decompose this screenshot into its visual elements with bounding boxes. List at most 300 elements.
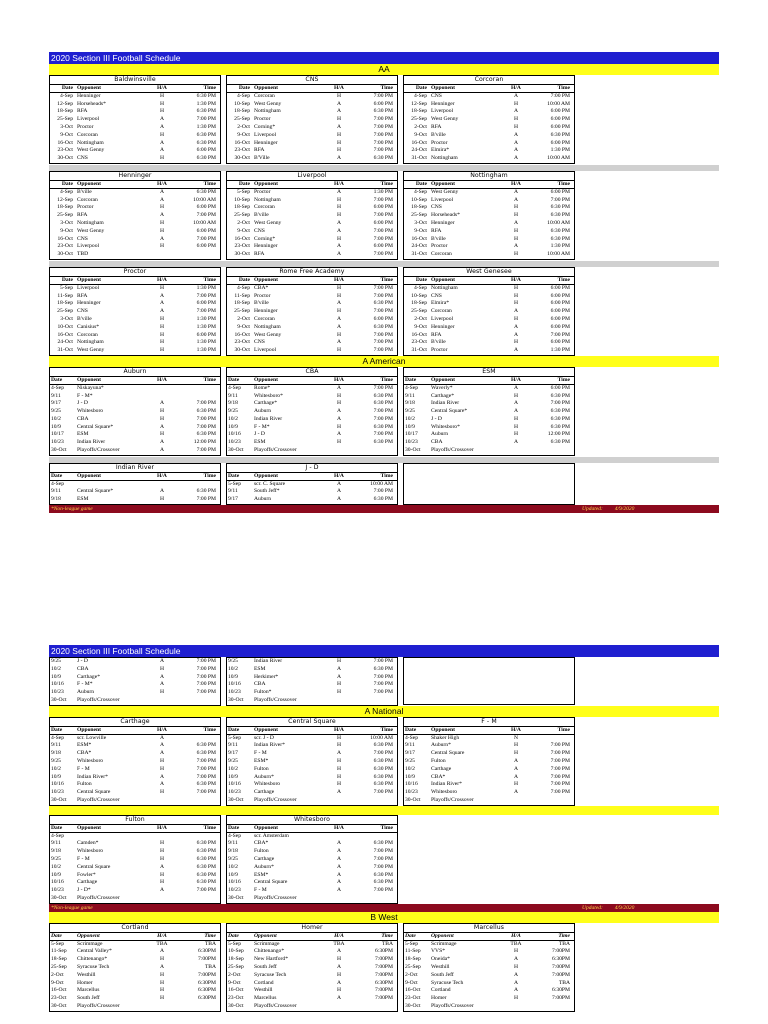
game-date: 10/2 [51, 665, 61, 672]
game-date: 18-Sep [57, 300, 73, 307]
game-date: 10/2 [405, 415, 415, 422]
game-home-away: A [513, 765, 519, 772]
col-date-header: Date [61, 276, 73, 283]
game-row [404, 972, 574, 980]
game-time: 7:00 PM [196, 658, 216, 664]
game-row [404, 424, 574, 432]
game-date: 10/9 [228, 871, 238, 878]
game-time: 6:00 PM [550, 139, 570, 146]
game-time: 7:00 PM [196, 423, 216, 430]
game-opponent: Central Square [431, 750, 465, 757]
game-opponent: scr. C. Square [254, 480, 286, 487]
game-time: 7:00PM [374, 995, 393, 1002]
game-date: 10/2 [228, 665, 238, 672]
game-home-away: H [159, 496, 165, 503]
game-row [50, 300, 220, 308]
game-date: 23-Oct [51, 995, 67, 1002]
game-row [227, 220, 397, 228]
game-row [227, 431, 397, 439]
team-name: Rome Free Academy [227, 268, 397, 277]
game-date: 10/23 [405, 439, 418, 446]
game-opponent: Liverpool [254, 347, 277, 354]
game-row [227, 140, 397, 148]
game-time [529, 447, 573, 455]
game-date: 9/18 [51, 750, 61, 757]
game-date: 10/2 [405, 765, 415, 772]
game-date: 10/16 [228, 681, 241, 688]
game-row [227, 132, 397, 140]
game-time: 6:00 PM [550, 284, 570, 291]
game-date: 30-Oct [234, 155, 250, 162]
game-time: 7:00 PM [373, 331, 393, 338]
col-ha-header: H/A [157, 180, 167, 187]
game-row [404, 324, 574, 332]
game-row [50, 742, 220, 750]
game-row [50, 424, 220, 432]
game-time: 6:00 PM [550, 315, 570, 322]
game-date: 10/17 [51, 431, 64, 438]
game-date: 2-Oct [228, 971, 241, 978]
game-time [175, 697, 219, 705]
game-opponent: ESM* [254, 871, 269, 878]
game-row [227, 689, 397, 697]
col-date-header: Date [238, 180, 250, 187]
game-time: 7:00 PM [373, 123, 393, 130]
game-date: 25-Sep [57, 116, 73, 123]
game-opponent: ESM* [254, 757, 269, 764]
game-home-away: A [513, 331, 519, 338]
division-banner: B West [49, 912, 719, 923]
game-home-away: H [336, 147, 342, 154]
game-time: 7:00 PM [373, 863, 393, 870]
team-name: Central Square [227, 718, 397, 727]
game-home-away: A [513, 308, 519, 315]
col-date-header: Date [415, 276, 427, 283]
game-home-away: H [336, 116, 342, 123]
col-time-header: Time [558, 932, 570, 939]
game-time: 7:00 PM [550, 92, 570, 99]
game-date: 10/16 [405, 781, 418, 788]
game-home-away: A [513, 347, 519, 354]
game-home-away: H [513, 292, 519, 299]
col-time-header: Time [203, 376, 216, 383]
game-opponent: B'ville [77, 188, 92, 195]
game-date: 10/23 [228, 689, 241, 696]
game-home-away: H [159, 995, 165, 1002]
game-opponent: Proctor [77, 204, 94, 211]
game-opponent: Whitesboro [77, 757, 104, 764]
col-time-header: Time [380, 85, 393, 91]
game-home-away: H [513, 100, 519, 107]
game-opponent: Auburn [431, 431, 449, 438]
game-home-away: H [336, 331, 342, 338]
col-date-header: Date [238, 85, 250, 91]
team-schedule-box [226, 717, 398, 806]
game-time: 7:00 PM [196, 116, 216, 123]
game-row [227, 496, 397, 504]
game-row [404, 941, 574, 949]
column-header-row [50, 727, 220, 735]
game-row [404, 101, 574, 109]
game-home-away: A [336, 408, 342, 415]
game-time: 6:30PM [374, 948, 393, 955]
game-time: 6:00 PM [550, 292, 570, 299]
game-row [227, 416, 397, 424]
game-opponent: CBA* [254, 284, 269, 291]
game-row [50, 197, 220, 205]
col-date-header: Date [238, 276, 250, 283]
game-date: 16-Oct [57, 235, 73, 242]
game-time: 10:00 AM [370, 734, 393, 741]
game-opponent: Fowler* [77, 871, 96, 878]
game-home-away: H [336, 742, 342, 749]
game-home-away: H [513, 963, 519, 970]
game-row [50, 339, 220, 347]
game-date: 9-Oct [405, 979, 418, 986]
game-row [227, 774, 397, 782]
column-header-row [50, 933, 220, 941]
game-date: 9-Oct [414, 227, 427, 234]
team-name: Auburn [50, 368, 220, 377]
game-row [50, 496, 220, 504]
game-time: 7:00 PM [196, 400, 216, 407]
col-date-header: Date [228, 376, 240, 383]
game-home-away: H [513, 251, 519, 258]
game-home-away: A [336, 789, 342, 796]
column-header-row [227, 933, 397, 941]
col-date-header: Date [51, 824, 63, 831]
game-home-away: A [336, 879, 342, 886]
game-opponent: RFA [77, 292, 88, 299]
game-row [227, 948, 397, 956]
game-time: 7:00 PM [373, 408, 393, 415]
game-time: 7:00 PM [196, 235, 216, 242]
game-time: 7:00 PM [373, 431, 393, 438]
game-opponent: Central Square [77, 789, 111, 796]
game-date: 23-Oct [234, 147, 250, 154]
game-time: 1:30 PM [196, 100, 216, 107]
game-date: 9-Oct [414, 131, 427, 138]
game-date: 2-Oct [237, 123, 250, 130]
game-opponent: J - D [77, 658, 88, 664]
game-opponent: Cortland [431, 987, 451, 994]
game-date: 9/11 [51, 840, 61, 847]
game-date: 10/9 [228, 423, 238, 430]
game-home-away: H [159, 100, 165, 107]
game-opponent: ESM* [77, 742, 92, 749]
col-time-header: Time [557, 276, 570, 283]
game-home-away: H [513, 392, 519, 399]
game-row [404, 400, 574, 408]
game-row [404, 987, 574, 995]
game-opponent: Whitesboro* [431, 423, 460, 430]
game-row [50, 887, 220, 895]
game-home-away: A [159, 116, 165, 123]
game-row [227, 666, 397, 674]
game-opponent: Playoffs/Crossover [254, 796, 297, 803]
game-time: 6:00 PM [373, 100, 393, 107]
game-home-away [149, 385, 175, 393]
game-opponent: ESM [77, 496, 89, 503]
game-row [50, 243, 220, 251]
game-opponent: CNS [254, 339, 265, 346]
game-time: 6:00 PM [373, 315, 393, 322]
game-date: 5-Sep [228, 734, 242, 741]
game-date: 10/23 [51, 789, 64, 796]
game-home-away: H [336, 400, 342, 407]
game-date: 25-Sep [411, 308, 427, 315]
team-schedule-box [226, 463, 398, 505]
game-opponent: Indian River [431, 400, 460, 407]
game-time: 10:00 AM [370, 480, 393, 487]
game-time: 7:00 PM [196, 212, 216, 219]
game-home-away: A [336, 188, 342, 195]
game-row [227, 766, 397, 774]
game-opponent: Rome* [254, 384, 271, 391]
col-time-header: Time [557, 180, 570, 187]
game-opponent: Scrimmage [77, 940, 103, 947]
game-row [227, 385, 397, 393]
game-opponent: Whitesboro [431, 789, 458, 796]
game-time: 6:30 PM [196, 863, 216, 870]
column-header-row [227, 377, 397, 385]
game-date: 16-Oct [234, 139, 250, 146]
game-home-away: A [159, 658, 165, 664]
game-opponent: J - D [254, 431, 265, 438]
game-date: 23-Oct [57, 147, 73, 154]
game-opponent: CNS [77, 308, 88, 315]
game-row [227, 980, 397, 988]
col-opponent-header: Opponent [77, 85, 101, 91]
game-opponent: Liverpool [77, 116, 100, 123]
game-home-away: A [336, 300, 342, 307]
game-opponent: Marcellus [77, 987, 100, 994]
game-row [50, 750, 220, 758]
game-home-away: A [159, 887, 165, 894]
game-opponent: B'ville [431, 235, 446, 242]
game-date: 2-Oct [405, 971, 418, 978]
game-row [50, 347, 220, 355]
game-time: 1:30 PM [550, 347, 570, 354]
game-opponent: Herkimer* [254, 673, 279, 680]
game-opponent: West Genny [431, 188, 459, 195]
game-time: 7:00 PM [373, 131, 393, 138]
game-opponent: F - M* [254, 423, 270, 430]
col-time-header: Time [557, 85, 570, 91]
team-name: CBA [227, 368, 397, 377]
game-opponent: Playoffs/Crossover [77, 447, 120, 454]
game-time: 6:30 PM [373, 665, 393, 672]
team-schedule-box [403, 367, 575, 456]
game-opponent: West Genny [254, 331, 282, 338]
game-home-away: A [336, 855, 342, 862]
game-opponent: South Jeff [77, 995, 100, 1002]
game-row [404, 285, 574, 293]
game-time: 6:30 PM [196, 408, 216, 415]
game-opponent: scr. Lowville [77, 734, 107, 741]
game-date: 9/11 [228, 392, 238, 399]
col-ha-header: H/A [334, 85, 344, 91]
game-opponent: Whitesboro [254, 781, 281, 788]
game-date: 25-Sep [57, 308, 73, 315]
game-time: 6:00 PM [373, 243, 393, 250]
game-opponent: Homer [431, 995, 447, 1002]
game-date: 10/16 [51, 781, 64, 788]
game-time: 6:00 PM [373, 219, 393, 226]
game-home-away: H [336, 781, 342, 788]
game-row [404, 742, 574, 750]
game-date: 10/2 [51, 765, 61, 772]
page-title: 2020 Section III Football Schedule [49, 645, 719, 657]
game-opponent: Proctor [254, 116, 271, 123]
game-home-away: H [513, 339, 519, 346]
game-date: 9/25 [51, 408, 61, 415]
game-date: 18-Sep [234, 300, 250, 307]
game-date: 4-Sep [51, 480, 65, 487]
game-row [227, 189, 397, 197]
game-row [50, 972, 220, 980]
game-row [50, 293, 220, 301]
col-opponent-header: Opponent [77, 824, 101, 831]
team-schedule-box [226, 75, 398, 164]
game-opponent: Fulton [254, 765, 269, 772]
game-home-away [149, 697, 175, 705]
game-date: 25-Sep [51, 963, 67, 970]
game-opponent: Carthage [254, 789, 275, 796]
game-date: 24-Oct [411, 147, 427, 154]
game-date: 11-Sep [57, 292, 73, 299]
game-home-away: H [159, 840, 165, 847]
game-time: 10:00 AM [547, 251, 570, 258]
game-home-away: H [159, 956, 165, 963]
game-time: 7:00PM [551, 971, 570, 978]
game-home-away [326, 447, 352, 455]
game-opponent: Proctor [254, 188, 271, 195]
game-date: 9/11 [405, 392, 415, 399]
game-row [404, 797, 574, 805]
game-home-away: A [159, 488, 165, 495]
game-opponent: RFA [254, 251, 265, 258]
game-opponent: New Hartford* [254, 956, 289, 963]
game-date: 5-Sep [228, 480, 242, 487]
game-date: 9-Oct [51, 979, 64, 986]
game-date: 4-Sep [405, 734, 419, 741]
game-date: 10/16 [228, 781, 241, 788]
game-home-away: A [336, 488, 342, 495]
col-time-header: Time [203, 726, 216, 733]
game-home-away [149, 481, 175, 489]
game-home-away: A [159, 196, 165, 203]
game-home-away: A [159, 750, 165, 757]
game-time: 6:30 PM [550, 439, 570, 446]
column-header-row [50, 377, 220, 385]
game-home-away [326, 1003, 352, 1011]
game-row [50, 941, 220, 949]
team-schedule-box [226, 367, 398, 456]
col-time-header: Time [203, 472, 216, 479]
game-opponent: Nottingham [254, 196, 281, 203]
game-date: 3-Oct [60, 123, 73, 130]
game-home-away: H [513, 315, 519, 322]
game-home-away: H [336, 392, 342, 399]
game-home-away: A [513, 789, 519, 796]
game-date: 10/2 [228, 765, 238, 772]
game-time: 7:00 PM [196, 665, 216, 672]
game-date: 10/9 [51, 673, 61, 680]
game-opponent: Cortland [254, 979, 274, 986]
game-time: 6:30 PM [373, 323, 393, 330]
game-row [404, 293, 574, 301]
game-date: 25-Sep [234, 308, 250, 315]
game-opponent: Auburn [254, 496, 272, 503]
game-row [404, 228, 574, 236]
game-date: 9/25 [228, 408, 238, 415]
game-home-away: H [513, 415, 519, 422]
game-row [227, 488, 397, 496]
game-opponent: CNS [254, 227, 265, 234]
game-opponent: Corcoran [254, 204, 275, 211]
game-home-away: A [513, 92, 519, 99]
game-time: 7:00 PM [373, 196, 393, 203]
game-home-away: H [513, 212, 519, 219]
game-row [227, 393, 397, 401]
game-home-away: H [513, 227, 519, 234]
game-row [404, 758, 574, 766]
game-row [50, 212, 220, 220]
game-row [227, 251, 397, 259]
game-opponent: Fulton* [254, 689, 272, 696]
game-opponent: Nottingham [431, 155, 458, 162]
game-home-away: A [336, 251, 342, 258]
game-row [227, 108, 397, 116]
game-date: 2-Oct [414, 123, 427, 130]
game-home-away: H [336, 987, 342, 994]
game-home-away: H [159, 323, 165, 330]
game-home-away: A [159, 742, 165, 749]
game-home-away: A [159, 963, 165, 970]
game-opponent: ESM [254, 665, 266, 672]
col-opponent-header: Opponent [431, 276, 455, 283]
game-row [404, 735, 574, 743]
game-date: 18-Sep [405, 956, 421, 963]
game-row [227, 447, 397, 455]
game-home-away [149, 251, 175, 259]
game-row [50, 285, 220, 293]
game-opponent: Syracuse Tech [431, 979, 464, 986]
game-row [227, 300, 397, 308]
game-row [404, 1003, 574, 1011]
col-opponent-header: Opponent [77, 726, 101, 733]
game-row [50, 789, 220, 797]
game-home-away: H [336, 196, 342, 203]
team-row [49, 171, 719, 260]
game-date: 10/9 [228, 673, 238, 680]
game-opponent: F - M [77, 765, 90, 772]
game-date: 10/9 [228, 773, 238, 780]
game-date: 5-Sep [405, 940, 419, 947]
game-home-away: A [513, 323, 519, 330]
game-opponent: West Genny [77, 227, 105, 234]
col-date-header: Date [61, 180, 73, 187]
game-row [50, 93, 220, 101]
game-opponent: Liverpool [431, 196, 454, 203]
game-opponent: Corcoran [77, 131, 98, 138]
game-row [50, 995, 220, 1003]
game-time: 7:00 PM [373, 789, 393, 796]
game-opponent: RFA [431, 331, 442, 338]
game-row [404, 766, 574, 774]
game-time: 6:30 PM [550, 415, 570, 422]
